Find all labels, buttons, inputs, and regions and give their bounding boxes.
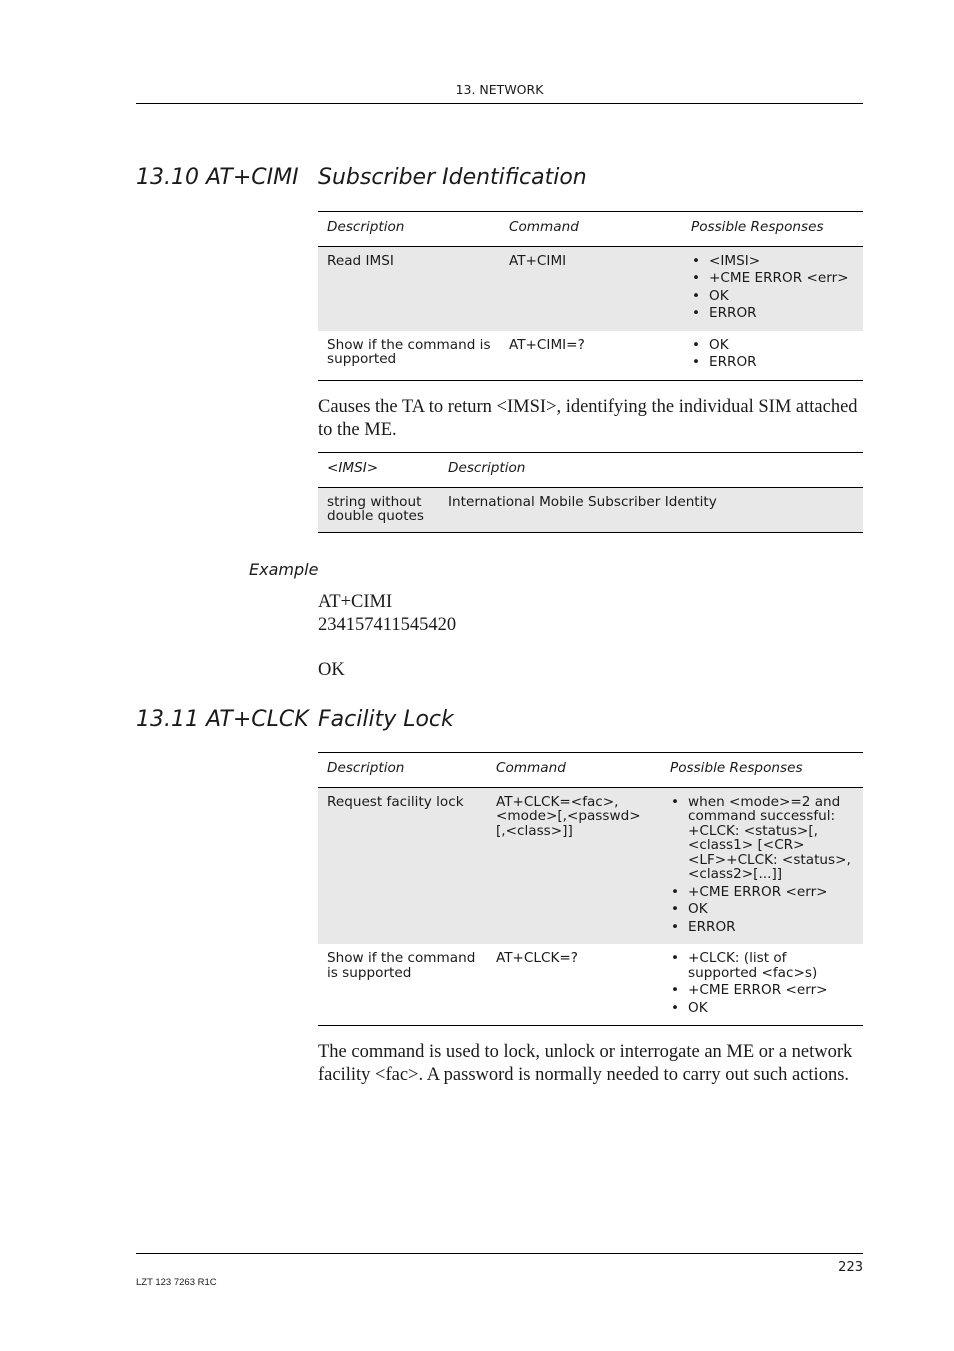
page-number: 223 bbox=[838, 1260, 863, 1275]
table-header-row bbox=[318, 453, 863, 488]
response-item: • <IMSI> bbox=[691, 254, 854, 269]
example-line: 234157411545420 bbox=[318, 615, 457, 635]
row-command: AT+CLCK=? bbox=[487, 944, 661, 1026]
response-item: • ERROR bbox=[691, 306, 854, 321]
imsi-param-table bbox=[318, 452, 863, 533]
column-header: Command bbox=[500, 212, 682, 247]
column-header: Command bbox=[487, 753, 661, 788]
example-line: OK bbox=[318, 660, 345, 680]
header-rule bbox=[136, 103, 863, 104]
column-header: Description bbox=[318, 212, 500, 247]
response-item: • +CME ERROR <err> bbox=[670, 983, 854, 998]
column-header: Possible Responses bbox=[682, 212, 863, 247]
example-label: Example bbox=[249, 560, 319, 579]
response-item: • OK bbox=[691, 338, 854, 353]
response-item: • when <mode>=2 and command successful: +CLCK: <status>[,<class1> [<CR><LF>+CLCK: <status>,<class2>[...]] bbox=[670, 795, 854, 882]
table-header-row bbox=[318, 212, 863, 247]
section-title: Subscriber Identification bbox=[318, 165, 587, 190]
cimi-paragraph: Causes the TA to return <IMSI>, identifying the individual SIM attached to the ME. bbox=[318, 397, 858, 440]
clck-paragraph: The command is used to lock, unlock or interrogate an ME or a network facility <fac>. A password is normally needed to carry out such actions. bbox=[318, 1042, 853, 1085]
row-description: Request facility lock bbox=[318, 787, 487, 944]
footer-rule bbox=[136, 1253, 863, 1254]
section-number: 13.11 AT+CLCK bbox=[136, 707, 309, 732]
column-header: Possible Responses bbox=[661, 753, 863, 788]
running-header: 13. NETWORK bbox=[455, 82, 544, 97]
row-responses bbox=[682, 246, 863, 331]
row-command: AT+CIMI bbox=[500, 246, 682, 331]
table-row bbox=[318, 487, 863, 532]
row-responses bbox=[682, 331, 863, 381]
table-row bbox=[318, 944, 863, 1026]
response-item: • ERROR bbox=[691, 355, 854, 370]
clck-command-table bbox=[318, 752, 863, 1026]
table-row bbox=[318, 331, 863, 381]
response-item: • OK bbox=[670, 902, 854, 917]
row-responses bbox=[661, 787, 863, 944]
response-item: • OK bbox=[670, 1001, 854, 1016]
row-responses bbox=[661, 944, 863, 1026]
response-item: • OK bbox=[691, 289, 854, 304]
param-value: string without double quotes bbox=[318, 487, 439, 532]
row-command: AT+CLCK=<fac>, <mode>[,<passwd> [,<class>]] bbox=[487, 787, 661, 944]
section-title: Facility Lock bbox=[318, 707, 454, 732]
column-header: Description bbox=[439, 453, 863, 488]
response-item: • +CME ERROR <err> bbox=[691, 271, 854, 286]
response-item: • +CME ERROR <err> bbox=[670, 885, 854, 900]
cimi-command-table bbox=[318, 211, 863, 381]
table-row bbox=[318, 787, 863, 944]
column-header: Description bbox=[318, 753, 487, 788]
table-header-row bbox=[318, 753, 863, 788]
document-id: LZT 123 7263 R1C bbox=[136, 1277, 217, 1288]
response-item: • ERROR bbox=[670, 920, 854, 935]
column-header: <IMSI> bbox=[318, 453, 439, 488]
row-command: AT+CIMI=? bbox=[500, 331, 682, 381]
param-description: International Mobile Subscriber Identity bbox=[439, 487, 863, 532]
table-row bbox=[318, 246, 863, 331]
row-description: Show if the command is supported bbox=[318, 944, 487, 1026]
response-item: • +CLCK: (list of supported <fac>s) bbox=[670, 951, 854, 980]
row-description: Read IMSI bbox=[318, 246, 500, 331]
row-description: Show if the command is supported bbox=[318, 331, 500, 381]
section-number: 13.10 AT+CIMI bbox=[136, 165, 299, 190]
example-line: AT+CIMI bbox=[318, 592, 393, 612]
